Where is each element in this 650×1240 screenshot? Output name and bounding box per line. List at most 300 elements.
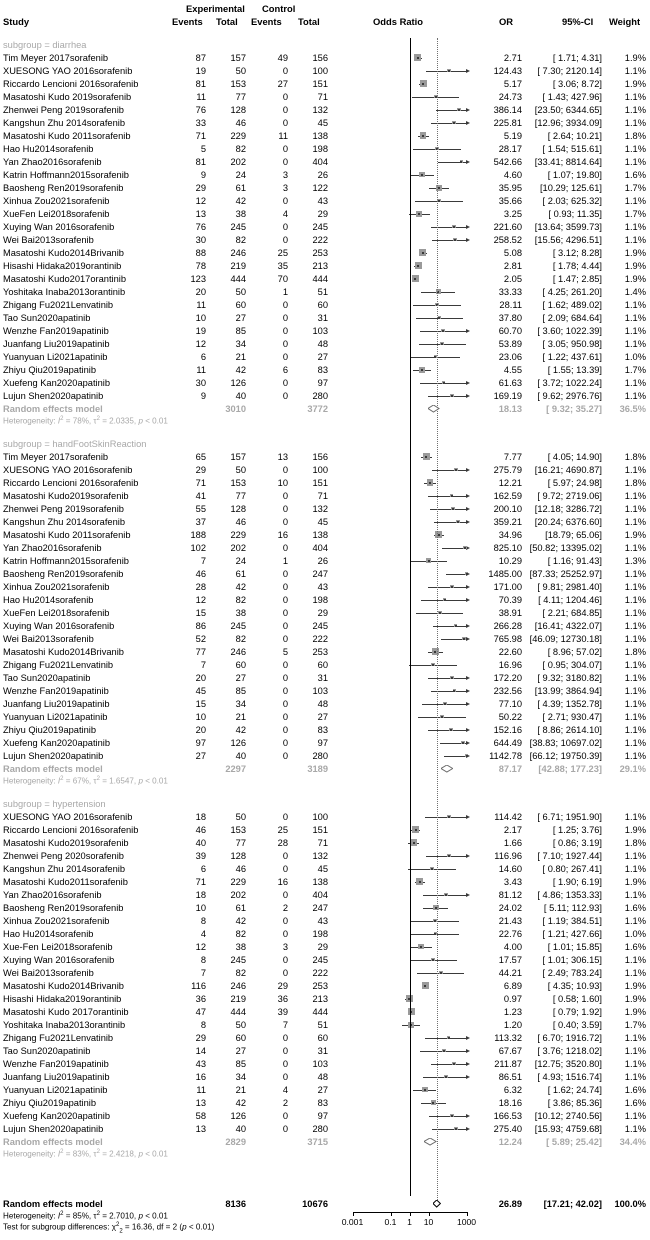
- ci-value: [12.96; 3934.09]: [534, 118, 602, 128]
- study-name: Wei Bai2013sorafenib: [3, 235, 94, 245]
- effect-size-center: [413, 842, 415, 844]
- exp-events: 40: [195, 838, 206, 848]
- exp-total: 245: [230, 955, 246, 965]
- effect-size-center: [418, 213, 420, 215]
- axis-tick-label: 0.1: [384, 1217, 397, 1227]
- effect-size-center: [448, 1037, 450, 1039]
- ci-value: [15.93; 4759.68]: [534, 1124, 602, 1134]
- ci-value: [ 4.39; 1352.78]: [537, 699, 602, 709]
- study-name: Yan Zhao2016sorafenib: [3, 543, 102, 553]
- or-value: 33.33: [498, 287, 522, 297]
- ctl-events: 4: [282, 209, 288, 219]
- exp-events: 8: [200, 955, 206, 965]
- exp-events: 10: [195, 313, 206, 323]
- ctl-events: 25: [277, 248, 288, 258]
- ci-value: [ 1.43; 427.96]: [542, 92, 602, 102]
- exp-total: 60: [235, 660, 246, 670]
- weight-value: 1.1%: [624, 144, 646, 154]
- ctl-events: 0: [282, 339, 288, 349]
- or-value: 5.17: [503, 79, 522, 89]
- ctl-total: 247: [312, 569, 328, 579]
- ci-arrow-right-icon: [466, 689, 470, 693]
- subgroup-summary-exp-total: 2297: [225, 764, 246, 774]
- ci-value: [ 0.93; 11.35]: [548, 209, 602, 219]
- ctl-events: 0: [282, 916, 288, 926]
- exp-total: 202: [230, 543, 246, 553]
- exp-events: 13: [195, 1124, 206, 1134]
- exp-events: 6: [200, 352, 206, 362]
- ci-arrow-right-icon: [466, 520, 470, 524]
- exp-total: 229: [230, 131, 246, 141]
- weight-value: 1.9%: [624, 248, 646, 258]
- exp-total: 245: [230, 621, 246, 631]
- study-name: Masatoshi Kudo 2019sorafenib: [3, 92, 132, 102]
- weight-value: 1.1%: [624, 851, 646, 861]
- weight-value: 1.3%: [624, 556, 646, 566]
- or-value: 2.05: [503, 274, 522, 284]
- header-weight: Weight: [609, 16, 641, 27]
- ci-arrow-right-icon: [466, 585, 470, 589]
- weight-value: 1.8%: [624, 478, 646, 488]
- effect-size-center: [422, 83, 424, 85]
- study-name: Xinhua Zou2021sorafenib: [3, 582, 110, 592]
- ctl-total: 97: [317, 378, 328, 388]
- effect-size-center: [453, 1063, 455, 1065]
- weight-value: 1.4%: [624, 287, 646, 297]
- ctl-events: 0: [282, 634, 288, 644]
- or-value: 4.00: [503, 942, 522, 952]
- study-name: Lujun Shen2020apatinib: [3, 391, 104, 401]
- exp-events: 76: [195, 105, 206, 115]
- ctl-events: 13: [277, 452, 288, 462]
- study-name: Zhenwei Peng 2020sorafenib: [3, 851, 124, 861]
- effect-size-center: [428, 560, 430, 562]
- exp-events: 45: [195, 686, 206, 696]
- or-value: 4.55: [503, 365, 522, 375]
- exp-total: 34: [235, 1072, 246, 1082]
- or-value: 17.57: [498, 955, 522, 965]
- ci-value: [23.50; 6344.65]: [534, 105, 602, 115]
- ctl-total: 444: [312, 1007, 328, 1017]
- ctl-events: 16: [277, 877, 288, 887]
- effect-size-center: [444, 703, 446, 705]
- ctl-total: 97: [317, 1111, 328, 1121]
- effect-size-center: [415, 829, 417, 831]
- ctl-events: 0: [282, 196, 288, 206]
- ctl-events: 0: [282, 1111, 288, 1121]
- ctl-total: 71: [317, 92, 328, 102]
- weight-value: 1.7%: [624, 365, 646, 375]
- exp-events: 88: [195, 248, 206, 258]
- ci-value: [ 1.22; 437.61]: [542, 352, 602, 362]
- ctl-events: 3: [282, 170, 288, 180]
- or-value: 386.14: [493, 105, 522, 115]
- or-value: 67.67: [498, 1046, 522, 1056]
- or-value: 86.51: [498, 1072, 522, 1082]
- effect-size-center: [410, 1011, 412, 1013]
- ctl-events: 11: [278, 131, 288, 141]
- exp-total: 60: [235, 300, 246, 310]
- study-name: Yuanyuan Li2021apatinib: [3, 1085, 108, 1095]
- ci-value: [12.18; 3286.72]: [534, 504, 602, 514]
- exp-total: 40: [235, 391, 246, 401]
- study-name: Xuying Wan 2016sorafenib: [3, 222, 115, 232]
- weight-value: 1.1%: [624, 569, 646, 579]
- study-name: Baosheng Ren2019sorafenib: [3, 569, 124, 579]
- study-name: Zhiyu Qiu2019apatinib: [3, 725, 97, 735]
- study-name: Wenzhe Fan2019apatinib: [3, 326, 109, 336]
- ctl-total: 71: [317, 491, 328, 501]
- ci-value: [ 1.78; 4.44]: [552, 261, 602, 271]
- weight-value: 1.9%: [624, 53, 646, 63]
- subgroup-heterogeneity-0: Heterogeneity: $I^2 = 78\%$, $\tau^2 = 2.0335$, p < 0.01: [3, 416, 168, 426]
- study-name: Lujun Shen2020apatinib: [3, 1124, 104, 1134]
- exp-total: 153: [230, 478, 246, 488]
- axis-tick: [429, 1212, 430, 1216]
- exp-total: 40: [235, 1124, 246, 1134]
- ctl-events: 0: [282, 660, 288, 670]
- exp-events: 58: [195, 1111, 206, 1121]
- header-group-experimental: Experimental: [186, 3, 245, 14]
- study-name: XUESONG YAO 2016sorafenib: [3, 66, 133, 76]
- ctl-events: 0: [282, 890, 288, 900]
- ci-arrow-right-icon: [466, 394, 470, 398]
- ctl-events: 0: [282, 712, 288, 722]
- effect-size-center: [432, 959, 434, 961]
- or-value: 825.10: [493, 543, 522, 553]
- ctl-total: 103: [312, 1059, 328, 1069]
- effect-size-center: [431, 868, 433, 870]
- study-name: Xuefeng Kan2020apatinib: [3, 1111, 111, 1121]
- ci-value: [ 2.64; 10.21]: [547, 131, 602, 141]
- ctl-total: 48: [317, 1072, 328, 1082]
- subgroup-difference-test: Test for subgroup differences: $\chi^2_2 = 16.36$, df = 2 (p < 0.01): [3, 1222, 215, 1235]
- effect-size-center: [421, 369, 423, 371]
- effect-size-center: [439, 612, 441, 614]
- effect-size-center: [422, 252, 424, 254]
- effect-size-center: [450, 729, 452, 731]
- or-value: 53.89: [498, 339, 522, 349]
- or-value: 6.32: [503, 1085, 522, 1095]
- exp-events: 39: [195, 851, 206, 861]
- weight-value: 1.8%: [624, 647, 646, 657]
- ci-arrow-right-icon: [466, 1114, 470, 1118]
- overall-heterogeneity: Heterogeneity: $I^2 = 85\%$, $\tau^2 = 2.7010$, p < 0.01: [3, 1211, 168, 1221]
- ctl-events: 0: [282, 1059, 288, 1069]
- study-name: Katrin Hoffmann2015sorafenib: [3, 170, 129, 180]
- ctl-events: 16: [277, 530, 288, 540]
- or-value: 18.16: [498, 1098, 522, 1108]
- ctl-total: 43: [317, 196, 328, 206]
- overall-weight: 100.0%: [614, 1199, 646, 1209]
- study-name: Tim Meyer 2017sorafenib: [3, 452, 109, 462]
- exp-events: 11: [196, 92, 206, 102]
- weight-value: 1.9%: [624, 825, 646, 835]
- ci-value: [ 9.81; 2981.40]: [537, 582, 602, 592]
- overall-ctl-total: 10676: [302, 1199, 328, 1209]
- exp-total: 27: [235, 1046, 246, 1056]
- weight-value: 1.1%: [624, 491, 646, 501]
- ci-value: [16.41; 4322.07]: [534, 621, 602, 631]
- or-value: 765.98: [493, 634, 522, 644]
- study-name: Masatoshi Kudo2014Brivanib: [3, 647, 124, 657]
- study-name: Masatoshi Kudo 2011sorafenib: [3, 530, 131, 540]
- summary-diamond: [441, 765, 454, 773]
- axis-tick-label: 1: [407, 1217, 412, 1227]
- ctl-total: 26: [317, 170, 328, 180]
- ctl-total: 31: [317, 1046, 328, 1056]
- study-name: XUESONG YAO 2016sorafenib: [3, 812, 133, 822]
- exp-total: 126: [230, 1111, 246, 1121]
- ctl-total: 60: [317, 300, 328, 310]
- ci-arrow-right-icon: [466, 468, 470, 472]
- study-name: Masatoshi Kudo2011sorafenib: [3, 877, 128, 887]
- ctl-total: 151: [312, 825, 328, 835]
- ci-arrow-right-icon: [466, 1036, 470, 1040]
- ci-value: [ 4.93; 1516.74]: [537, 1072, 602, 1082]
- ctl-events: 3: [282, 183, 288, 193]
- exp-total: 229: [230, 877, 246, 887]
- effect-size-center: [451, 586, 453, 588]
- weight-value: 1.1%: [624, 634, 646, 644]
- weight-value: 1.9%: [624, 981, 646, 991]
- ctl-events: 0: [282, 955, 288, 965]
- weight-value: 1.9%: [624, 877, 646, 887]
- ci-arrow-right-icon: [466, 1049, 470, 1053]
- ci-value: [ 2.49; 783.24]: [542, 968, 602, 978]
- study-name: Hao Hu2014sorafenib: [3, 144, 94, 154]
- exp-events: 9: [200, 170, 206, 180]
- or-value: 2.17: [503, 825, 522, 835]
- or-value: 200.10: [493, 504, 522, 514]
- ci-value: [20.24; 6376.60]: [534, 517, 602, 527]
- ctl-total: 213: [312, 261, 328, 271]
- exp-total: 128: [230, 851, 246, 861]
- effect-size-center: [443, 382, 445, 384]
- exp-total: 82: [235, 595, 246, 605]
- effect-size-center: [458, 109, 460, 111]
- ctl-total: 404: [312, 890, 328, 900]
- ci-line: [430, 509, 466, 510]
- ctl-events: 0: [282, 929, 288, 939]
- ctl-events: 0: [282, 851, 288, 861]
- or-value: 359.21: [493, 517, 522, 527]
- effect-size-center: [457, 521, 459, 523]
- ci-value: [10.29; 125.61]: [539, 183, 602, 193]
- effect-size-center: [445, 894, 447, 896]
- ci-value: [ 1.16; 91.43]: [547, 556, 602, 566]
- effect-size-center: [453, 122, 455, 124]
- exp-total: 246: [230, 981, 246, 991]
- or-value: 258.52: [493, 235, 522, 245]
- or-value: 1.23: [503, 1007, 522, 1017]
- effect-size-center: [451, 395, 453, 397]
- summary-diamond: [428, 405, 440, 413]
- ctl-total: 253: [312, 647, 328, 657]
- ctl-total: 280: [312, 751, 328, 761]
- ci-value: [ 1.01; 306.15]: [542, 955, 602, 965]
- exp-total: 82: [235, 144, 246, 154]
- ci-value: [ 1.62; 489.02]: [542, 300, 602, 310]
- ci-line: [428, 496, 466, 497]
- exp-total: 34: [235, 339, 246, 349]
- weight-value: 1.1%: [624, 118, 646, 128]
- ci-line: [426, 71, 467, 72]
- exp-total: 38: [235, 209, 246, 219]
- effect-size-center: [434, 920, 436, 922]
- exp-events: 46: [195, 825, 206, 835]
- ci-arrow-right-icon: [466, 676, 470, 680]
- ci-value: [ 9.72; 2719.06]: [537, 491, 602, 501]
- study-name: Juanfang Liu2019apatinib: [3, 1072, 110, 1082]
- weight-value: 1.1%: [624, 890, 646, 900]
- weight-value: 1.1%: [624, 300, 646, 310]
- subgroup-summary-weight: 34.4%: [619, 1137, 646, 1147]
- or-value: 644.49: [493, 738, 522, 748]
- ci-arrow-right-icon: [466, 160, 470, 164]
- header-ctl-events: Events: [251, 16, 282, 27]
- weight-value: 1.1%: [624, 595, 646, 605]
- exp-events: 30: [195, 378, 206, 388]
- exp-events: 86: [195, 621, 206, 631]
- or-value: 2.81: [503, 261, 522, 271]
- effect-size-center: [425, 456, 427, 458]
- exp-events: 11: [196, 365, 206, 375]
- exp-total: 61: [235, 903, 246, 913]
- effect-size-center: [455, 625, 457, 627]
- ctl-events: 0: [282, 326, 288, 336]
- effect-size-center: [417, 57, 419, 59]
- weight-value: 1.1%: [624, 608, 646, 618]
- ctl-events: 2: [282, 1098, 288, 1108]
- ctl-total: 156: [312, 452, 328, 462]
- exp-events: 29: [195, 465, 206, 475]
- exp-events: 36: [195, 994, 206, 1004]
- study-name: Kangshun Zhu 2014sorafenib: [3, 517, 125, 527]
- ctl-total: 132: [312, 105, 328, 115]
- or-value: 6.89: [503, 981, 522, 991]
- weight-value: 1.1%: [624, 1059, 646, 1069]
- or-value: 266.28: [493, 621, 522, 631]
- ctl-total: 404: [312, 543, 328, 553]
- weight-value: 1.1%: [624, 1111, 646, 1121]
- ci-value: [ 1.62; 24.74]: [547, 1085, 602, 1095]
- ci-value: [ 3.86; 85.36]: [547, 1098, 602, 1108]
- weight-value: 1.1%: [624, 864, 646, 874]
- effect-size-center: [445, 1076, 447, 1078]
- exp-events: 11: [196, 300, 206, 310]
- or-value: 3.43: [503, 877, 522, 887]
- study-name: Wenzhe Fan2019apatinib: [3, 686, 109, 696]
- exp-events: 19: [195, 326, 206, 336]
- ci-arrow-right-icon: [466, 1075, 470, 1079]
- ci-value: [ 1.55; 13.39]: [547, 365, 602, 375]
- exp-total: 42: [235, 725, 246, 735]
- ctl-events: 0: [282, 812, 288, 822]
- summary-diamond: [424, 1138, 437, 1146]
- ctl-events: 6: [282, 365, 288, 375]
- ctl-events: 0: [282, 621, 288, 631]
- header-exp-total: Total: [216, 16, 238, 27]
- ctl-events: 0: [282, 569, 288, 579]
- study-name: Kangshun Zhu 2014sorafenib: [3, 118, 125, 128]
- or-value: 37.80: [498, 313, 522, 323]
- ci-arrow-right-icon: [466, 381, 470, 385]
- effect-size-center: [443, 1050, 445, 1052]
- ctl-total: 198: [312, 144, 328, 154]
- effect-size-center: [441, 343, 443, 345]
- ctl-events: 25: [277, 825, 288, 835]
- ci-arrow-right-icon: [466, 815, 470, 819]
- axis-tick: [353, 1212, 354, 1216]
- exp-total: 50: [235, 465, 246, 475]
- study-name: Yuanyuan Li2021apatinib: [3, 352, 108, 362]
- weight-value: 1.7%: [624, 1020, 646, 1030]
- ctl-events: 0: [282, 378, 288, 388]
- effect-size-center: [420, 946, 422, 948]
- ctl-total: 27: [317, 1085, 328, 1095]
- ci-value: [15.56; 4296.51]: [534, 235, 602, 245]
- study-name: Xuying Wan 2016sorafenib: [3, 955, 115, 965]
- or-value: 5.08: [503, 248, 522, 258]
- weight-value: 1.9%: [624, 261, 646, 271]
- weight-value: 1.1%: [624, 378, 646, 388]
- ci-arrow-right-icon: [466, 494, 470, 498]
- or-value: 61.63: [498, 378, 522, 388]
- exp-total: 85: [235, 1059, 246, 1069]
- exp-events: 11: [196, 1085, 206, 1095]
- axis-tick-label: 0.001: [341, 1217, 364, 1227]
- subgroup-heterogeneity-2: Heterogeneity: $I^2 = 83\%$, $\tau^2 = 2.4218$, p < 0.01: [3, 1149, 168, 1159]
- ci-arrow-right-icon: [466, 225, 470, 229]
- ctl-total: 60: [317, 660, 328, 670]
- weight-value: 1.6%: [624, 942, 646, 952]
- or-value: 5.19: [503, 131, 522, 141]
- ctl-events: 0: [282, 1124, 288, 1134]
- study-name: Yoshitaka Inaba2013orantinib: [3, 287, 126, 297]
- study-name: XueFen Lei2018sorafenib: [3, 209, 110, 219]
- ci-value: [38.83; 10697.02]: [529, 738, 602, 748]
- weight-value: 1.8%: [624, 452, 646, 462]
- exp-total: 153: [230, 825, 246, 835]
- effect-size-center: [440, 972, 442, 974]
- ctl-total: 151: [312, 478, 328, 488]
- ctl-total: 253: [312, 981, 328, 991]
- study-name: Wei Bai2013sorafenib: [3, 968, 94, 978]
- ci-value: [ 1.07; 19.80]: [547, 170, 602, 180]
- or-value: 24.02: [498, 903, 522, 913]
- ctl-total: 83: [317, 1098, 328, 1108]
- exp-events: 47: [195, 1007, 206, 1017]
- or-value: 172.20: [493, 673, 522, 683]
- or-value: 166.53: [493, 1111, 522, 1121]
- ctl-events: 0: [282, 673, 288, 683]
- exp-events: 7: [200, 968, 206, 978]
- or-value: 28.17: [498, 144, 522, 154]
- ctl-events: 7: [282, 1020, 288, 1030]
- exp-events: 55: [195, 504, 206, 514]
- effect-size-center: [448, 70, 450, 72]
- ctl-total: 122: [312, 183, 328, 193]
- exp-total: 27: [235, 673, 246, 683]
- exp-total: 77: [235, 92, 246, 102]
- or-value: 113.32: [494, 1033, 522, 1043]
- ctl-total: 31: [317, 673, 328, 683]
- ctl-total: 253: [312, 248, 328, 258]
- exp-total: 21: [235, 1085, 246, 1095]
- ci-arrow-right-icon: [466, 238, 470, 242]
- study-name: Juanfang Liu2019apatinib: [3, 339, 110, 349]
